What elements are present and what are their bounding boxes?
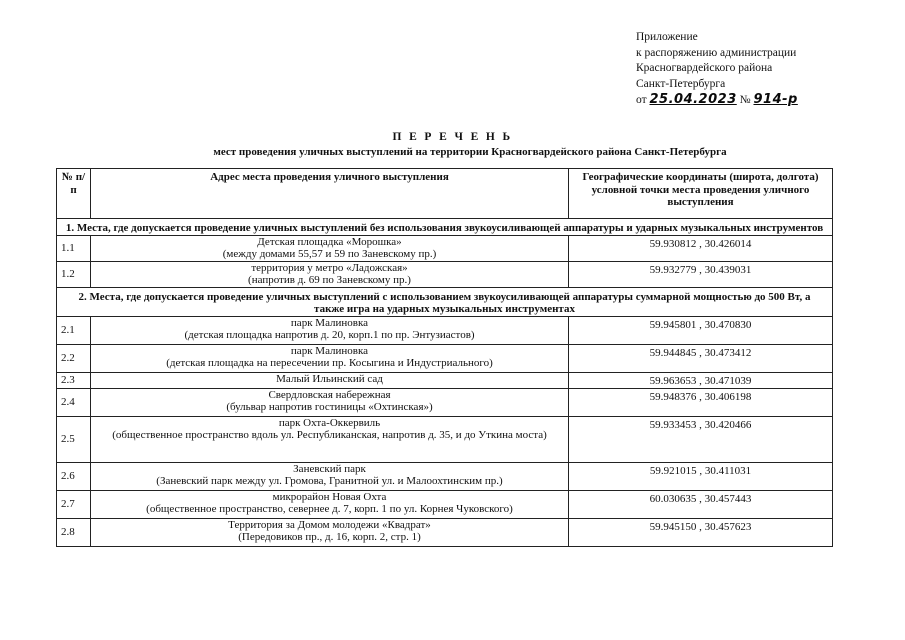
row-address: [91, 416, 569, 462]
locations-table: [56, 168, 833, 547]
section-row: [57, 219, 833, 236]
row-address: [91, 344, 569, 372]
row-address: [91, 462, 569, 490]
section-row: [57, 287, 833, 316]
section-2-heading: 2. Места, где допускается проведение уличных выступлений с использованием звукоусиливающей аппаратуры суммарной мощностью до 500 Вт, а также игра на ударных музыкальных инструментах: [57, 287, 833, 316]
row-address: [91, 372, 569, 388]
section-1-heading: 1. Места, где допускается проведение уличных выступлений без использования звукоусиливающей аппаратуры и ударных музыкальных инструментов: [57, 219, 833, 236]
row-address: [91, 490, 569, 518]
row-place-detail: (общественное пространство, севернее д. 7, корп. 1 по ул. Корнея Чуковского): [146, 503, 513, 515]
table-row: [57, 490, 833, 518]
row-coords: 59.921015 , 30.411031: [569, 462, 833, 490]
table-row: [57, 235, 833, 261]
table-row: [57, 372, 833, 388]
table-header-row: [57, 169, 833, 219]
handwritten-number: 914-р: [753, 92, 798, 108]
document-title: П Е Р Е Ч Е Н Ь: [392, 131, 513, 143]
row-number: 2.8: [57, 518, 91, 546]
row-coords: 59.945801 , 30.470830: [569, 316, 833, 344]
row-place-name: Детская площадка «Морошка»: [257, 235, 402, 248]
header-coords: Географические координаты (широта, долгота) условной точки места проведения уличного выступления: [569, 169, 833, 219]
row-place-detail: (бульвар напротив гостиницы «Охтинская»): [226, 401, 433, 413]
row-place-detail: (Передовиков пр., д. 16, корп. 2, стр. 1): [238, 531, 421, 543]
table-row: [57, 462, 833, 490]
row-place-detail: (напротив д. 69 по Заневскому пр.): [248, 274, 411, 286]
row-place-name: территория у метро «Ладожская»: [251, 261, 408, 274]
row-place-name: Малый Ильинский сад: [276, 372, 383, 385]
appendix-line-4: Санкт-Петербурга: [636, 77, 726, 90]
row-coords: 59.963653 , 30.471039: [569, 372, 833, 388]
row-number: 1.1: [57, 235, 91, 261]
row-place-detail: (детская площадка на пересечении пр. Косыгина и Индустриального): [166, 357, 493, 369]
table-row: [57, 261, 833, 287]
row-number: 2.3: [57, 372, 91, 388]
row-coords: 59.948376 , 30.406198: [569, 388, 833, 416]
row-place-detail: (детская площадка напротив д. 20, корп.1 по пр. Энтузиастов): [184, 329, 475, 341]
table-row: [57, 344, 833, 372]
row-number: 2.6: [57, 462, 91, 490]
row-number: 2.7: [57, 490, 91, 518]
row-address: [91, 388, 569, 416]
row-place-name: Заневский парк: [293, 462, 366, 475]
appendix-line-3: Красногвардейского района: [636, 62, 773, 75]
row-place-name: парк Малиновка: [290, 316, 369, 329]
row-coords: 60.030635 , 30.457443: [569, 490, 833, 518]
row-place-detail: (общественное пространство вдоль ул. Республиканская, напротив д. 35, и до Уткина моста): [112, 429, 547, 441]
row-place-name: парк Охта-Оккервиль: [278, 416, 381, 429]
header-number: № п/п: [57, 169, 91, 219]
row-number: 2.4: [57, 388, 91, 416]
row-place-detail: (между домами 55,57 и 59 по Заневскому пр.): [222, 248, 437, 260]
row-number: 2.5: [57, 416, 91, 462]
row-number: 2.2: [57, 344, 91, 372]
appendix-line-1: Приложение: [636, 31, 698, 43]
date-prefix: от: [636, 94, 647, 107]
table-row: [57, 416, 833, 462]
table-row: [57, 316, 833, 344]
row-place-name: микрорайон Новая Охта: [272, 490, 387, 503]
row-place-name: парк Малиновка: [290, 344, 369, 357]
row-address: [91, 518, 569, 546]
number-sign: №: [739, 94, 751, 107]
table-row: [57, 388, 833, 416]
row-coords: 59.930812 , 30.426014: [569, 235, 833, 261]
header-address: Адрес места проведения уличного выступления: [91, 169, 569, 219]
appendix-line-2: к распоряжению администрации: [636, 46, 797, 59]
document-subtitle: мест проведения уличных выступлений на территории Красногвардейского района Санкт-Петербурга: [213, 146, 727, 158]
row-coords: 59.933453 , 30.420466: [569, 416, 833, 462]
row-place-name: Свердловская набережная: [268, 388, 391, 401]
handwritten-date: 25.04.2023: [649, 92, 737, 108]
row-address: [91, 261, 569, 287]
row-address: [91, 316, 569, 344]
row-coords: 59.944845 , 30.473412: [569, 344, 833, 372]
appendix-date-line: [636, 92, 896, 109]
row-coords: 59.945150 , 30.457623: [569, 518, 833, 546]
row-address: [91, 235, 569, 261]
row-place-name: Территория за Домом молодежи «Квадрат»: [228, 518, 431, 531]
table-row: [57, 518, 833, 546]
row-place-detail: (Заневский парк между ул. Громова, Гранитной ул. и Малоохтинским пр.): [156, 475, 503, 487]
appendix-block: [636, 30, 896, 109]
row-number: 1.2: [57, 261, 91, 287]
row-number: 2.1: [57, 316, 91, 344]
row-coords: 59.932779 , 30.439031: [569, 261, 833, 287]
